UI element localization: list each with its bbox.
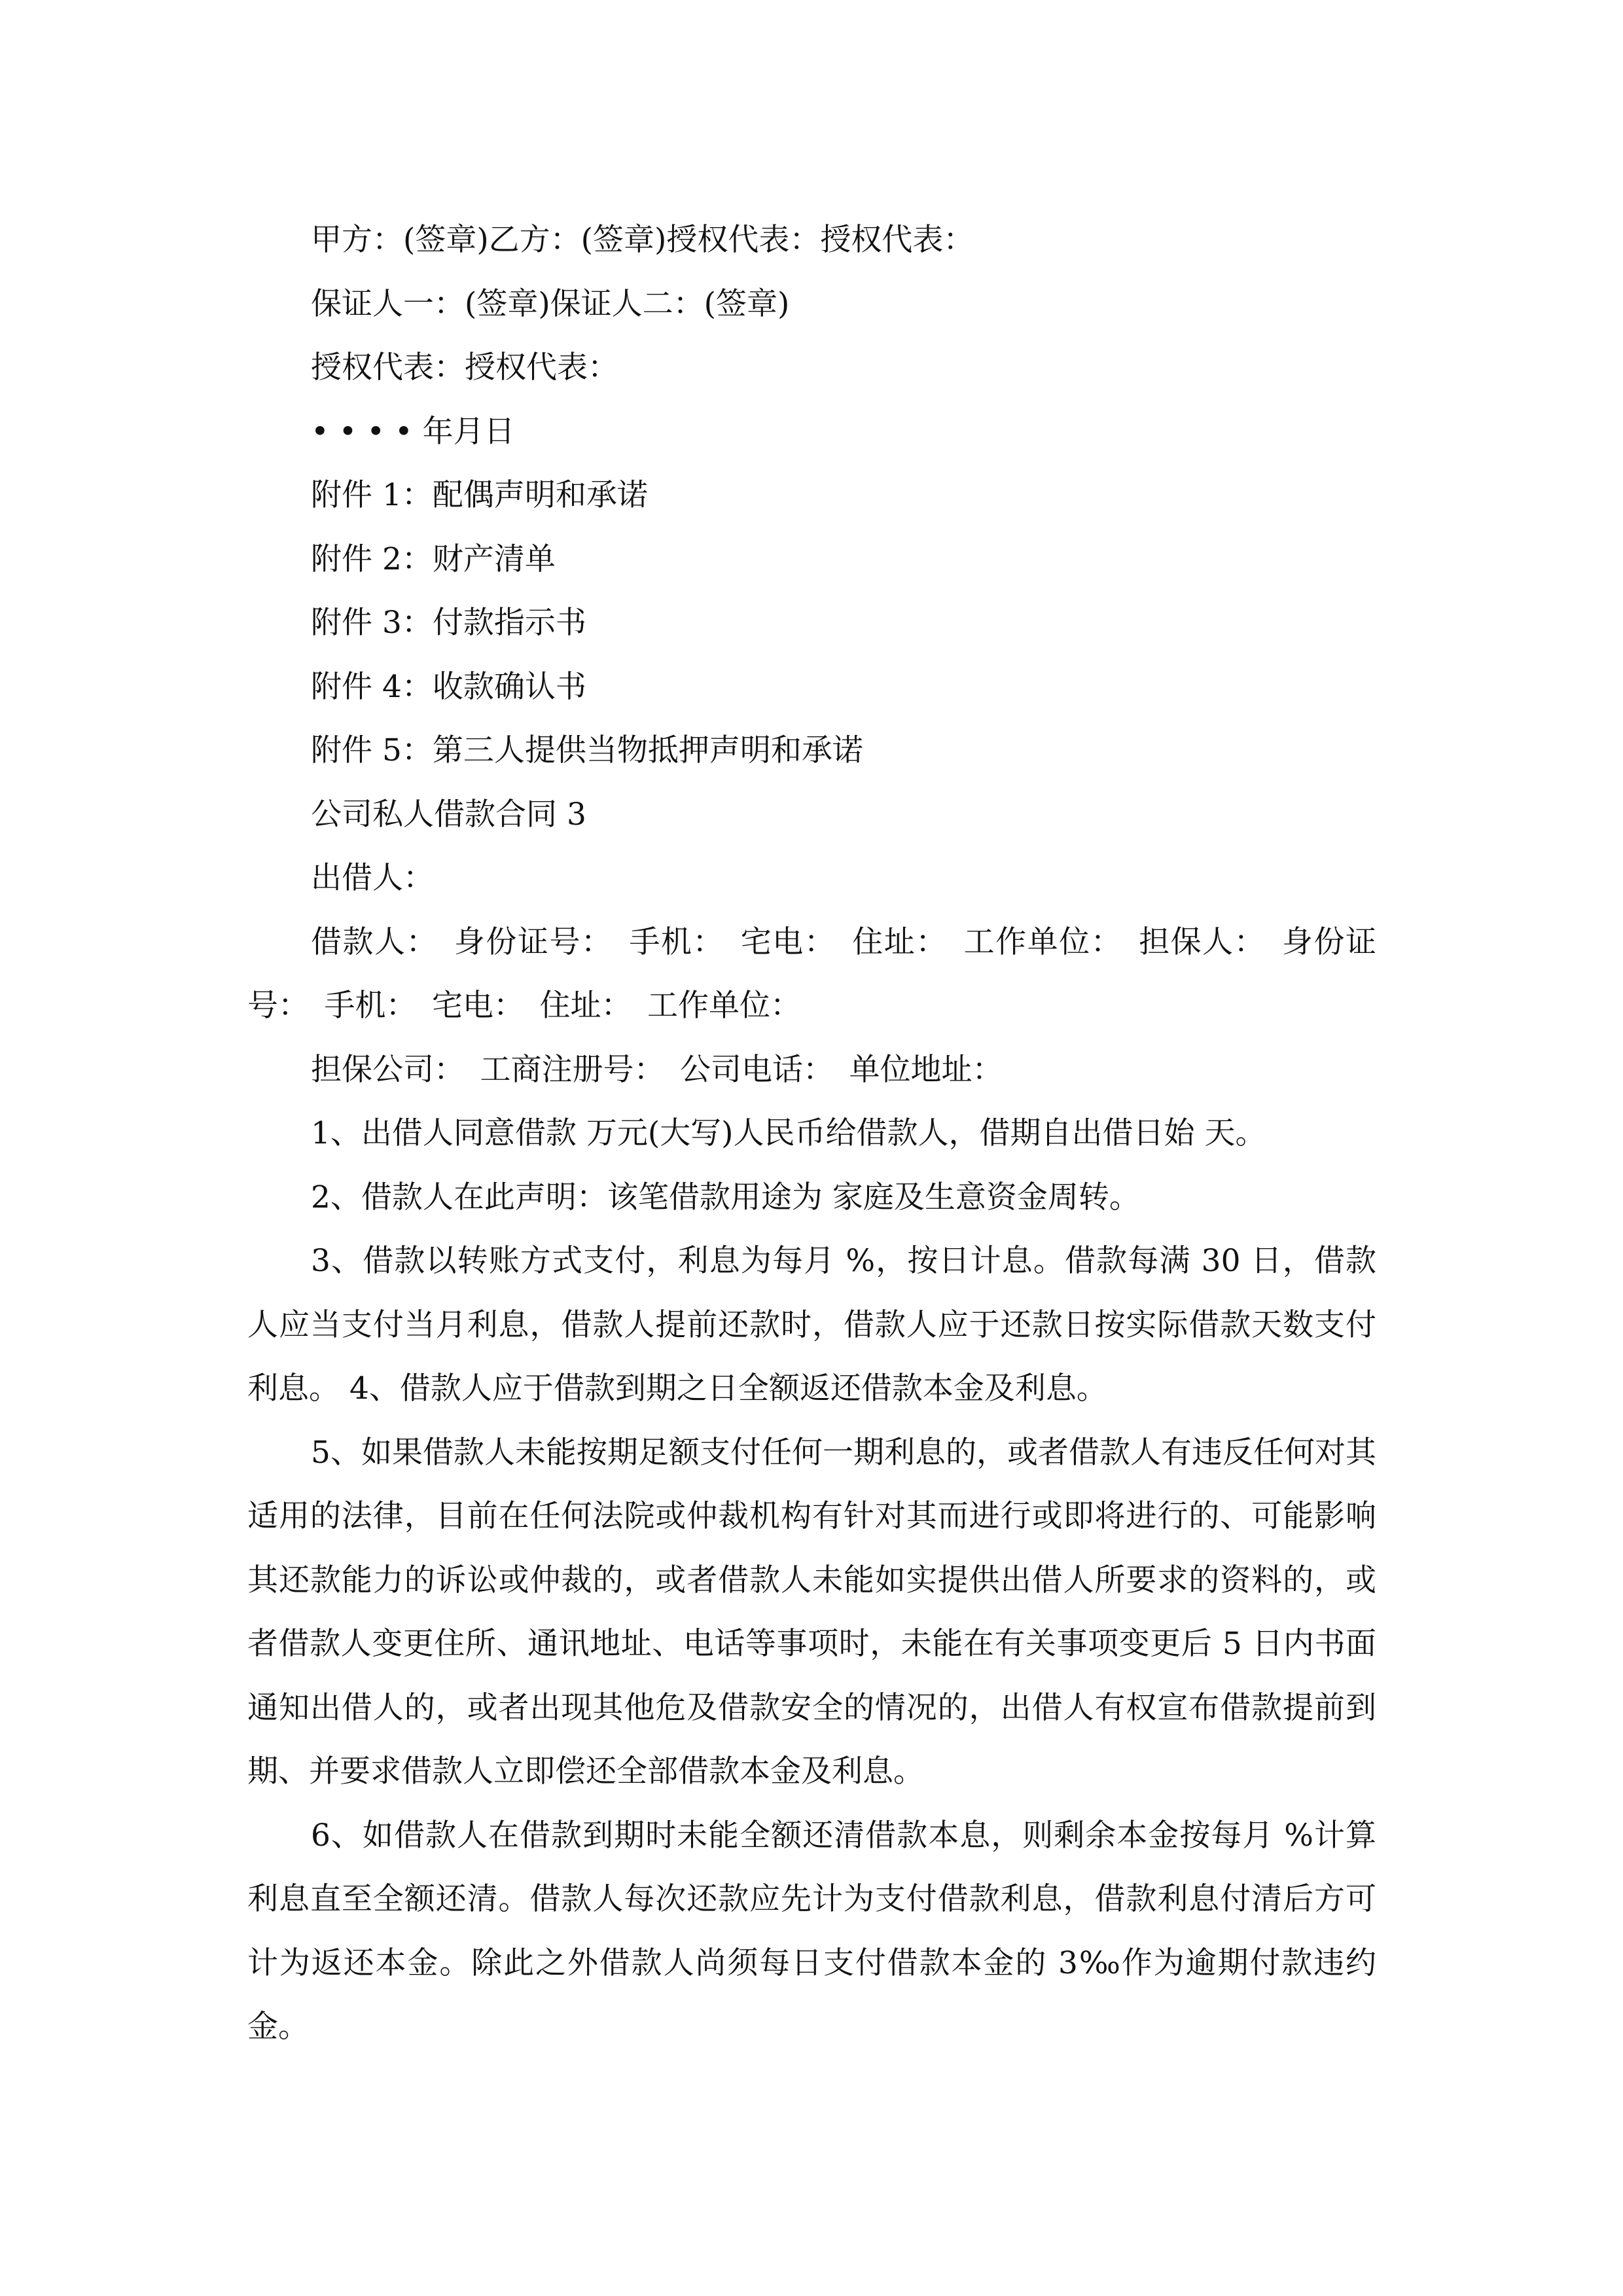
signature-line-parties: 甲方：(签章)乙方：(签章)授权代表：授权代表： <box>311 222 974 258</box>
borrower-info-paragraph: 借款人： 身份证号： 手机： 宅电： 住址： 工作单位： 担保人： 身份证号： 手机： 宅电： 住址： 工作单位： <box>247 924 1376 1024</box>
attachment-3: 附件 3：付款指示书 <box>311 605 586 641</box>
document-body <box>247 208 1376 2059</box>
attachment-1: 附件 1：配偶声明和承诺 <box>311 477 648 513</box>
clause-2: 2、借款人在此声明：该笔借款用途为 家庭及生意资金周转。 <box>311 1179 1140 1215</box>
lender-line: 出借人： <box>311 860 434 896</box>
clause-3-4: 3、借款以转账方式支付，利息为每月 %，按日计息。借款每满 30 日，借款人应当支付当月利息，借款人提前还款时，借款人应于还款日按实际借款天数支付利息。 4、借款人应于借款到期之日全额返还借款本金及利息。 <box>247 1243 1376 1407</box>
attachment-2: 附件 2：财产清单 <box>311 541 556 577</box>
signature-line-representatives: 授权代表：授权代表： <box>311 350 618 386</box>
clause-1: 1、出借人同意借款 万元(大写)人民币给借款人，借期自出借日始 天。 <box>311 1115 1266 1151</box>
attachment-5: 附件 5：第三人提供当物抵押声明和承诺 <box>311 732 863 768</box>
attachment-4: 附件 4：收款确认书 <box>311 668 586 705</box>
clause-5: 5、如果借款人未能按期足额支付任何一期利息的，或者借款人有违反任何对其适用的法律，目前在任何法院或仲裁机构有针对其而进行或即将进行的、可能影响其还款能力的诉讼或仲裁的，或者借款人未能如实提供出借人所要求的资料的，或者借款人变更住所、通讯地址、电话等事项时，未能在有关事项变更后 5 日内书面通知出借人的，或者出现其他危及借款安全的情况的，出借人有权宣布借款提前到期、并要求借款人立即偿还全部借款本金及利息。 <box>247 1434 1376 1789</box>
date-line: • • • • 年月日 <box>311 413 515 450</box>
signature-line-guarantors: 保证人一：(签章)保证人二：(签章) <box>311 285 790 322</box>
clause-6: 6、如借款人在借款到期时未能全额还清借款本息，则剩余本金按每月 %计算利息直至全额还清。借款人每次还款应先计为支付借款利息，借款利息付清后方可计为返还本金。除此之外借款人尚须每日支付借款本金的 3‰作为逾期付款违约金。 <box>247 1817 1376 2045</box>
contract-title: 公司私人借款合同 3 <box>311 796 586 833</box>
guarantor-company-paragraph: 担保公司： 工商注册号： 公司电话： 单位地址： <box>311 1051 1003 1088</box>
